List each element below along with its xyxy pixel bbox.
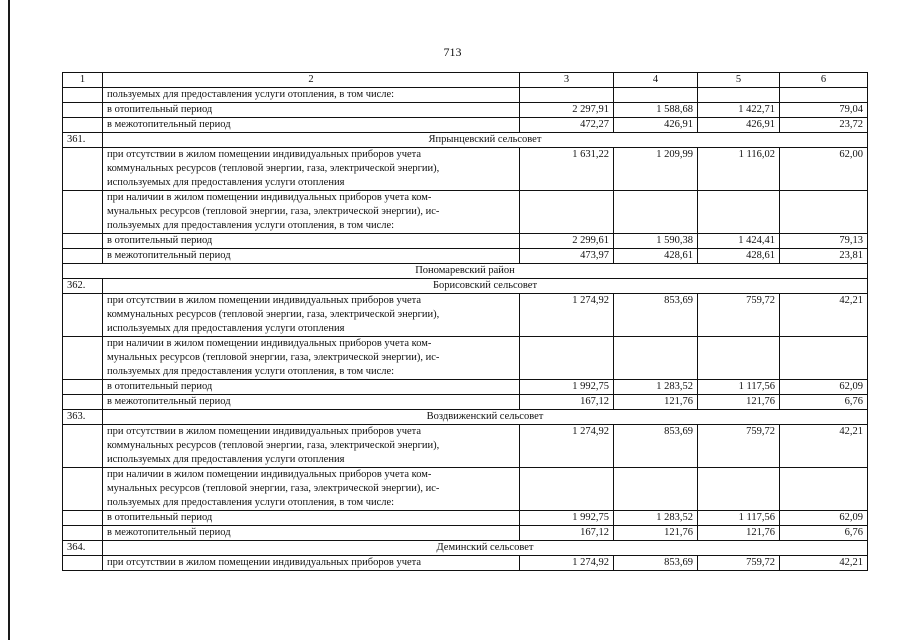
value-cell-col3: 1 274,92 — [520, 294, 614, 337]
row-number — [63, 234, 103, 249]
table-row — [63, 103, 868, 118]
value-cell-col6: 42,21 — [780, 425, 868, 468]
section-title: Япрынцевский сельсовет — [103, 133, 868, 148]
description-line: в отопительный период — [107, 104, 213, 115]
row-number — [63, 380, 103, 395]
row-number — [63, 88, 103, 103]
value-cell-col6: 62,00 — [780, 148, 868, 191]
section-row — [63, 410, 868, 425]
header-cell: 1 — [63, 73, 103, 88]
page-number: 713 — [443, 45, 462, 59]
description-line: мунальных ресурсов (тепловой энергии, газа, электрической энергии), ис- — [107, 483, 440, 494]
table-row — [63, 148, 868, 191]
row-description — [103, 294, 520, 337]
value-cell-col5: 426,91 — [698, 118, 780, 133]
district-title: Пономаревский район — [63, 264, 868, 279]
header-cell: 4 — [614, 73, 698, 88]
row-number — [63, 556, 103, 571]
district-row — [63, 264, 868, 279]
row-number — [63, 118, 103, 133]
row-number — [63, 191, 103, 234]
description-line: в отопительный период — [107, 512, 213, 523]
row-number — [63, 337, 103, 380]
row-number — [63, 468, 103, 511]
section-row — [63, 279, 868, 294]
header-cell: 3 — [520, 73, 614, 88]
header-cell: 5 — [698, 73, 780, 88]
value-cell-col5: 121,76 — [698, 526, 780, 541]
description-line: используемых для предоставления услуги отопления — [107, 323, 345, 334]
row-description — [103, 380, 520, 395]
value-cell-col6: 6,76 — [780, 526, 868, 541]
value-cell-col5: 1 424,41 — [698, 234, 780, 249]
row-number — [63, 294, 103, 337]
description-line: при отсутствии в жилом помещении индивидуальных приборов учета — [107, 557, 422, 568]
value-cell-col3 — [520, 88, 614, 103]
description-line: при отсутствии в жилом помещении индивидуальных приборов учета — [107, 149, 422, 160]
value-cell-col5 — [698, 337, 780, 380]
table-row — [63, 234, 868, 249]
value-cell-col3: 167,12 — [520, 526, 614, 541]
description-line: мунальных ресурсов (тепловой энергии, газа, электрической энергии), ис- — [107, 352, 440, 363]
section-title: Борисовский сельсовет — [103, 279, 868, 294]
table-header-row — [63, 73, 868, 88]
description-line: коммунальных ресурсов (тепловой энергии, газа, электрической энергии), — [107, 309, 440, 320]
value-cell-col3: 1 274,92 — [520, 556, 614, 571]
row-number — [63, 425, 103, 468]
value-cell-col6: 23,81 — [780, 249, 868, 264]
value-cell-col5: 759,72 — [698, 425, 780, 468]
row-number: 364. — [63, 541, 103, 556]
description-line: коммунальных ресурсов (тепловой энергии, газа, электрической энергии), — [107, 163, 440, 174]
value-cell-col3: 1 992,75 — [520, 511, 614, 526]
value-cell-col4 — [614, 468, 698, 511]
value-cell-col3 — [520, 337, 614, 380]
section-row — [63, 541, 868, 556]
value-cell-col4 — [614, 337, 698, 380]
description-line: в межотопительный период — [107, 527, 231, 538]
value-cell-col4: 1 209,99 — [614, 148, 698, 191]
row-number — [63, 103, 103, 118]
value-cell-col6: 79,04 — [780, 103, 868, 118]
row-number — [63, 511, 103, 526]
section-title: Деминский сельсовет — [103, 541, 868, 556]
value-cell-col6: 79,13 — [780, 234, 868, 249]
value-cell-col5: 1 117,56 — [698, 380, 780, 395]
value-cell-col6: 42,21 — [780, 294, 868, 337]
description-line: при отсутствии в жилом помещении индивидуальных приборов учета — [107, 295, 422, 306]
value-cell-col3: 167,12 — [520, 395, 614, 410]
row-description — [103, 395, 520, 410]
table-row — [63, 294, 868, 337]
header-cell: 2 — [103, 73, 520, 88]
value-cell-col3: 1 631,22 — [520, 148, 614, 191]
value-cell-col6: 42,21 — [780, 556, 868, 571]
row-description — [103, 556, 520, 571]
description-line: при отсутствии в жилом помещении индивидуальных приборов учета — [107, 426, 422, 437]
value-cell-col6: 6,76 — [780, 395, 868, 410]
table-row — [63, 511, 868, 526]
row-description — [103, 103, 520, 118]
value-cell-col4: 1 590,38 — [614, 234, 698, 249]
value-cell-col4: 1 588,68 — [614, 103, 698, 118]
description-line: при наличии в жилом помещении индивидуальных приборов учета ком- — [107, 192, 432, 203]
value-cell-col4 — [614, 88, 698, 103]
table-row — [63, 118, 868, 133]
value-cell-col5 — [698, 191, 780, 234]
description-line: при наличии в жилом помещении индивидуальных приборов учета ком- — [107, 469, 432, 480]
value-cell-col6 — [780, 468, 868, 511]
row-description — [103, 511, 520, 526]
value-cell-col5: 1 116,02 — [698, 148, 780, 191]
description-line: пользуемых для предоставления услуги отопления, в том числе: — [107, 220, 395, 231]
row-number: 363. — [63, 410, 103, 425]
row-number — [63, 526, 103, 541]
table-row — [63, 191, 868, 234]
section-title: Воздвиженский сельсовет — [103, 410, 868, 425]
value-cell-col4: 121,76 — [614, 395, 698, 410]
table-row — [63, 337, 868, 380]
value-cell-col6 — [780, 337, 868, 380]
table-row — [63, 556, 868, 571]
value-cell-col5 — [698, 88, 780, 103]
row-number: 361. — [63, 133, 103, 148]
description-line: в межотопительный период — [107, 396, 231, 407]
description-line: используемых для предоставления услуги отопления — [107, 454, 345, 465]
row-number — [63, 395, 103, 410]
value-cell-col3: 2 297,91 — [520, 103, 614, 118]
table-row — [63, 468, 868, 511]
value-cell-col5: 121,76 — [698, 395, 780, 410]
value-cell-col5: 759,72 — [698, 294, 780, 337]
value-cell-col4: 853,69 — [614, 294, 698, 337]
value-cell-col6: 62,09 — [780, 511, 868, 526]
section-row — [63, 133, 868, 148]
value-cell-col6 — [780, 88, 868, 103]
value-cell-col4: 853,69 — [614, 556, 698, 571]
value-cell-col4: 428,61 — [614, 249, 698, 264]
value-cell-col5: 759,72 — [698, 556, 780, 571]
row-description — [103, 234, 520, 249]
row-number — [63, 249, 103, 264]
row-description — [103, 468, 520, 511]
description-line: пользуемых для предоставления услуги отопления, в том числе: — [107, 497, 395, 508]
value-cell-col4: 121,76 — [614, 526, 698, 541]
row-description — [103, 191, 520, 234]
table-row — [63, 249, 868, 264]
row-description — [103, 337, 520, 380]
description-line: пользуемых для предоставления услуги отопления, в том числе: — [107, 366, 395, 377]
description-line: пользуемых для предоставления услуги отопления, в том числе: — [107, 89, 395, 100]
row-number — [63, 148, 103, 191]
row-description — [103, 526, 520, 541]
description-line: в отопительный период — [107, 381, 213, 392]
row-description — [103, 425, 520, 468]
description-line: в отопительный период — [107, 235, 213, 246]
value-cell-col3: 2 299,61 — [520, 234, 614, 249]
value-cell-col3: 473,97 — [520, 249, 614, 264]
value-cell-col6: 62,09 — [780, 380, 868, 395]
value-cell-col3: 1 274,92 — [520, 425, 614, 468]
value-cell-col6 — [780, 191, 868, 234]
table-row — [63, 380, 868, 395]
value-cell-col4: 1 283,52 — [614, 511, 698, 526]
tariff-table — [62, 72, 868, 571]
value-cell-col5: 1 422,71 — [698, 103, 780, 118]
value-cell-col5: 428,61 — [698, 249, 780, 264]
table-row — [63, 395, 868, 410]
row-number: 362. — [63, 279, 103, 294]
row-description — [103, 88, 520, 103]
table-row — [63, 88, 868, 103]
table-row — [63, 526, 868, 541]
value-cell-col6: 23,72 — [780, 118, 868, 133]
scan-edge-line — [8, 0, 10, 640]
description-line: мунальных ресурсов (тепловой энергии, газа, электрической энергии), ис- — [107, 206, 440, 217]
row-description — [103, 148, 520, 191]
value-cell-col3: 1 992,75 — [520, 380, 614, 395]
value-cell-col4 — [614, 191, 698, 234]
value-cell-col4: 1 283,52 — [614, 380, 698, 395]
value-cell-col4: 853,69 — [614, 425, 698, 468]
value-cell-col5: 1 117,56 — [698, 511, 780, 526]
description-line: при наличии в жилом помещении индивидуальных приборов учета ком- — [107, 338, 432, 349]
description-line: в межотопительный период — [107, 119, 231, 130]
header-cell: 6 — [780, 73, 868, 88]
row-description — [103, 249, 520, 264]
table-row — [63, 425, 868, 468]
value-cell-col3 — [520, 468, 614, 511]
description-line: используемых для предоставления услуги отопления — [107, 177, 345, 188]
description-line: коммунальных ресурсов (тепловой энергии, газа, электрической энергии), — [107, 440, 440, 451]
row-description — [103, 118, 520, 133]
value-cell-col3: 472,27 — [520, 118, 614, 133]
value-cell-col5 — [698, 468, 780, 511]
value-cell-col4: 426,91 — [614, 118, 698, 133]
value-cell-col3 — [520, 191, 614, 234]
description-line: в межотопительный период — [107, 250, 231, 261]
